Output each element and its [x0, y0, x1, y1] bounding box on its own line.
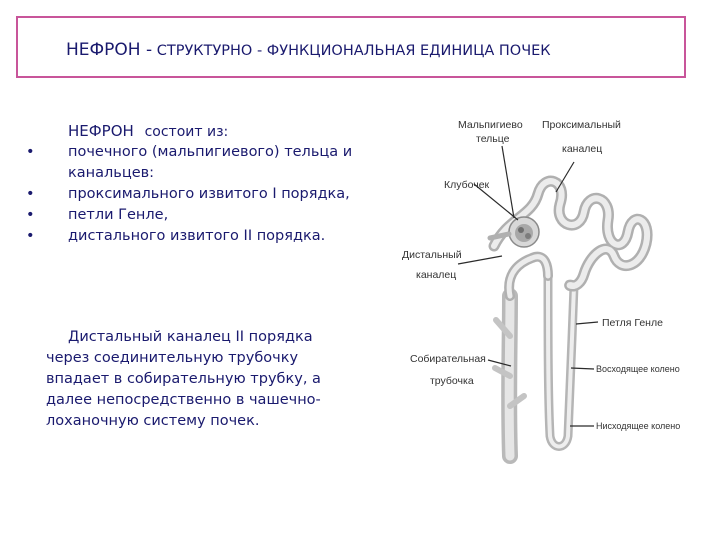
para-line: через соединительную трубочку	[46, 350, 299, 366]
para-line: впадает в собирательную трубку, а	[46, 371, 321, 387]
label-henle: Петля Генле	[602, 317, 663, 329]
list-item: • почечного (мальпигиевого) тельца и канальцев:	[26, 142, 396, 184]
label-collecting: Собирательная	[410, 353, 486, 365]
list-item: • проксимального извитого I порядка,	[26, 184, 396, 205]
description-paragraph	[46, 327, 376, 432]
title-lead: НЕФРОН -	[66, 40, 153, 60]
henle-loop	[548, 276, 574, 447]
component-list	[26, 142, 396, 247]
label-distal-2: каналец	[416, 269, 457, 281]
title-frame	[16, 16, 686, 78]
title-rest: СТРУКТУРНО - ФУНКЦИОНАЛЬНАЯ ЕДИНИЦА ПОЧЕК	[156, 43, 551, 59]
label-glomerulus: Клубочек	[444, 179, 490, 191]
label-malpighian-2: тельце	[476, 133, 510, 145]
intro-term: НЕФРОН	[68, 122, 134, 140]
label-proximal-2: каналец	[562, 143, 603, 155]
para-line: лоханочную систему почек.	[46, 413, 260, 429]
list-item: • дистального извитого II порядка.	[26, 226, 396, 247]
label-descending: Нисходящее колено	[596, 421, 681, 431]
label-malpighian: Мальпигиево	[458, 119, 523, 131]
slide-title	[66, 40, 551, 60]
label-ascending: Восходящее колено	[596, 364, 680, 374]
list-item: • петли Генле,	[26, 205, 396, 226]
intro-line	[68, 122, 228, 140]
label-distal: Дистальный	[402, 249, 462, 261]
para-line: Дистальный каналец II порядка	[68, 329, 313, 345]
intro-rest: состоит из:	[144, 124, 229, 140]
nephron-diagram	[398, 106, 698, 476]
collecting-duct	[495, 296, 524, 456]
label-proximal: Проксимальный	[542, 119, 621, 131]
para-line: далее непосредственно в чашечно-	[46, 392, 321, 408]
label-collecting-2: трубочка	[430, 375, 474, 387]
